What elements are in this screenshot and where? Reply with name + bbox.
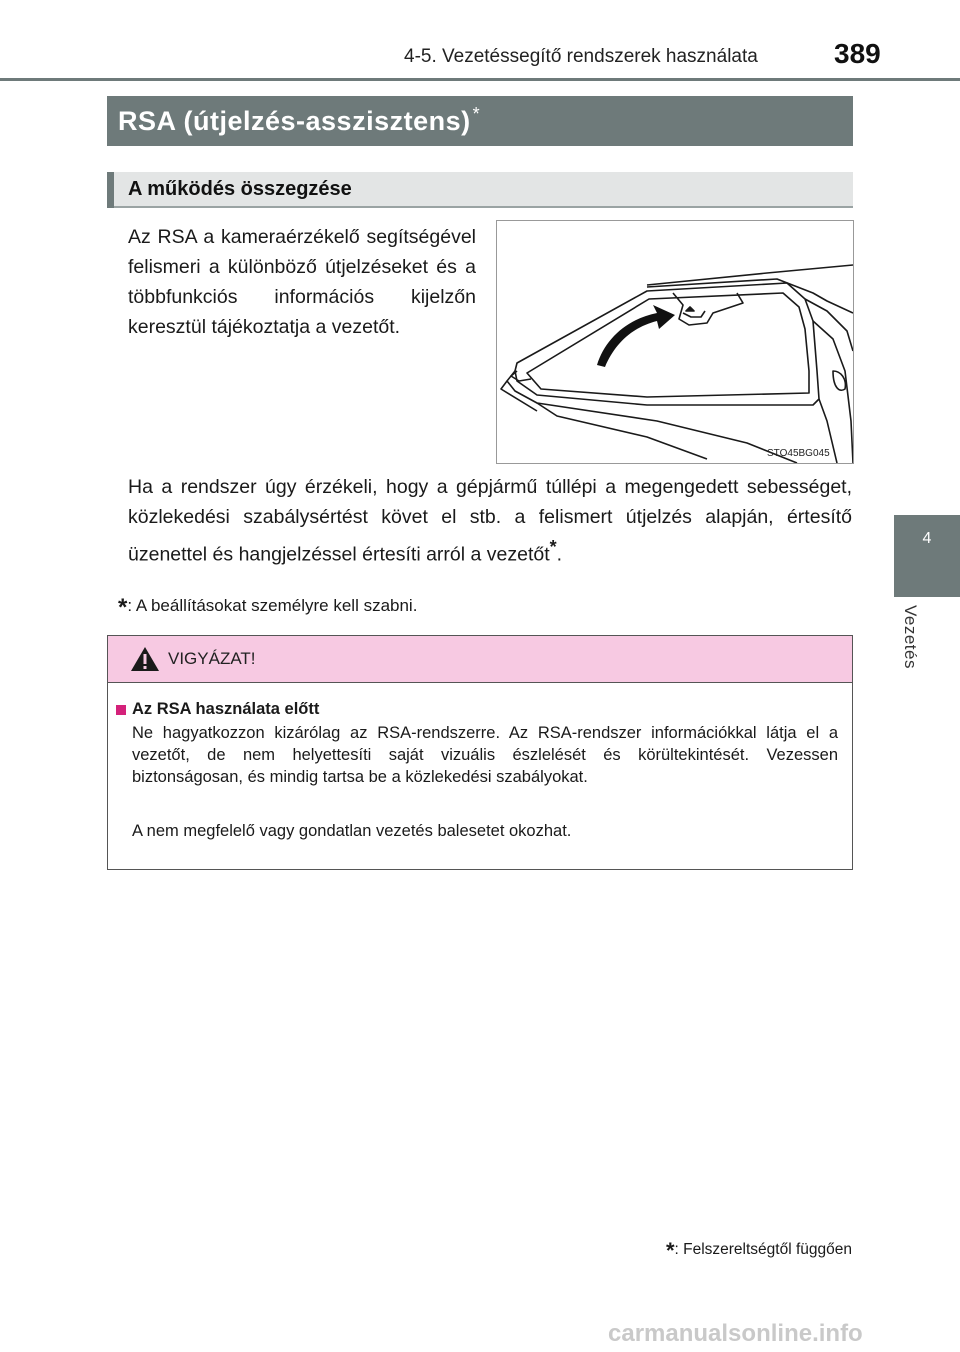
description-end: . (556, 543, 563, 566)
footnote-equipment-text: : Felszereltségtől függően (674, 1241, 852, 1258)
footnote-customize-marker: * (118, 594, 128, 621)
subheading-accent (107, 172, 114, 208)
chapter-tab-number: 4 (922, 530, 932, 547)
footnote-customize (118, 594, 417, 622)
windshield-drawing (497, 221, 853, 463)
caution-item-body: Ne hagyatkozzon kizárólag az RSA-rendszerre. Az RSA-rendszer információkkal látja el a vezetőt, de nem helyettesíti saját vizuális észlelését és körültekintését. Vezessen biztonságosan, és mindig tartsa be a közlekedési szabályokat. (132, 724, 838, 786)
description-text: Ha a rendszer úgy érzékeli, hogy a gépjármű túllépi a megengedett sebességet, közlekedési szabálysértést követ el stb. a felismert útjelzés alapján, értesítő üzenettel és hangjelzéssel értesíti arról a vezetőt (128, 476, 852, 566)
caution-item-title: Az RSA használata előtt (132, 700, 320, 718)
watermark: carmanualsonline.info (608, 1320, 863, 1347)
header-rule (0, 78, 960, 81)
subheading: A működés összegzése (128, 178, 352, 200)
warning-triangle-icon (130, 646, 160, 672)
footnote-customize-text: : A beállításokat személyre kell szabni. (127, 596, 418, 615)
section-title-marker: * (472, 104, 481, 124)
windshield-camera-illustration (496, 220, 854, 464)
caution-box (107, 635, 853, 870)
illustration-code: STO45BG045 (767, 448, 830, 459)
description-paragraph (128, 472, 852, 570)
caution-label: VIGYÁZAT! (168, 649, 256, 668)
intro-paragraph: Az RSA a kameraérzékelő segítségével felismeri a különböző útjelzéseket és a többfunkciós információs kijelzőn keresztül tájékoztatja a vezetőt. (128, 226, 476, 338)
section-title (118, 104, 480, 137)
description-marker: * (549, 537, 557, 557)
section-title-text: RSA (útjelzés-asszisztens) (118, 106, 471, 136)
chapter-tab-label: Vezetés (901, 605, 920, 669)
page-number: 389 (834, 38, 881, 69)
footnote-equipment (666, 1238, 852, 1264)
caution-item-body-2: A nem megfelelő vagy gondatlan vezetés balesetet okozhat. (132, 822, 572, 840)
caution-bullet (116, 705, 126, 715)
chapter-tab (894, 515, 960, 597)
running-header-section: 4-5. Vezetéssegítő rendszerek használata (404, 46, 758, 67)
footnote-equipment-marker: * (665, 1238, 675, 1263)
